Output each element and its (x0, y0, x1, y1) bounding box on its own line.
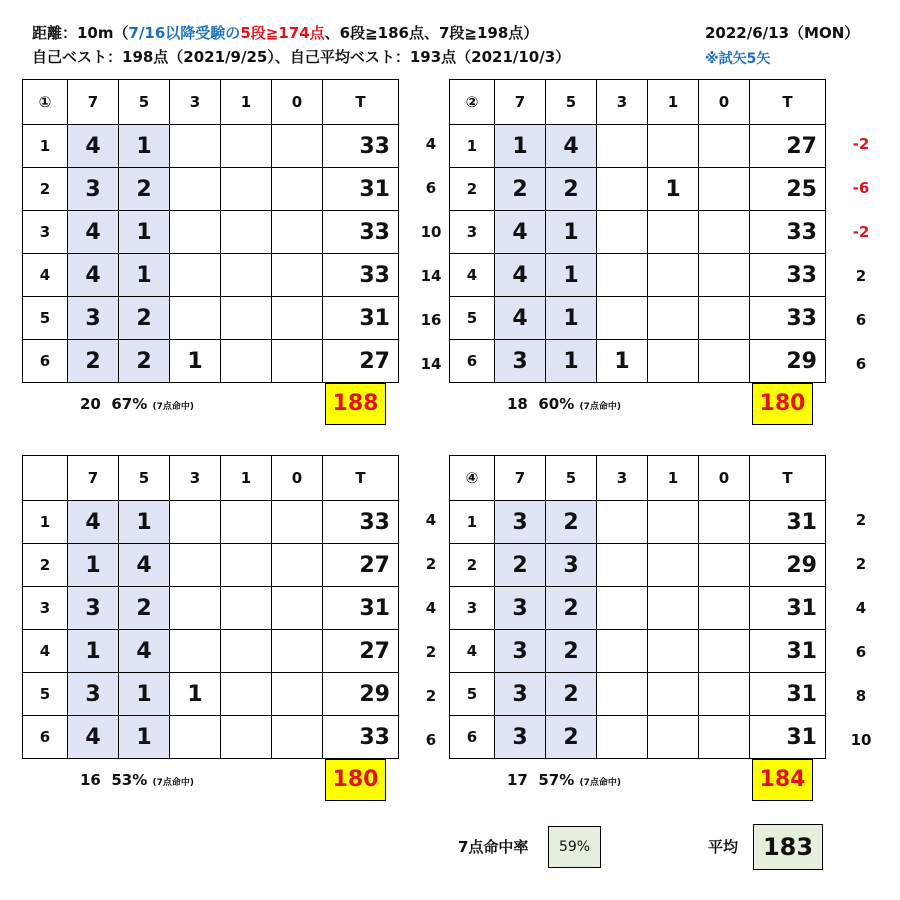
score-cell: 2 (546, 587, 597, 630)
end-total: 31 (750, 673, 826, 716)
column-header: 3 (170, 80, 221, 125)
sheet-label: ① (23, 80, 68, 125)
difference-value: 2 (855, 555, 867, 573)
score-cell (597, 501, 648, 544)
end-number: 2 (450, 168, 495, 211)
average-label: 平均 (708, 838, 739, 856)
end-number: 1 (23, 125, 68, 168)
end-total: 33 (750, 254, 826, 297)
score-cell (699, 501, 750, 544)
end-total: 27 (323, 630, 399, 673)
score-cell: 2 (119, 297, 170, 340)
end-number: 5 (23, 673, 68, 716)
column-header: 7 (68, 80, 119, 125)
side-number: 6 (425, 731, 437, 749)
end-number: 4 (450, 630, 495, 673)
table-row (450, 630, 826, 673)
score-cell: 4 (68, 211, 119, 254)
table-row (450, 544, 826, 587)
end-number: 2 (450, 544, 495, 587)
sheet-label: ② (450, 80, 495, 125)
hit-stats (80, 771, 194, 789)
sheet-total: 184 (752, 759, 813, 801)
table-row (450, 673, 826, 716)
column-header: 5 (546, 80, 597, 125)
score-cell (648, 125, 699, 168)
sheet-header-row (23, 80, 399, 125)
end-total: 33 (750, 297, 826, 340)
hit-count: 16 (80, 771, 101, 789)
score-cell: 2 (119, 587, 170, 630)
score-cell (699, 673, 750, 716)
end-number: 3 (23, 587, 68, 630)
score-cell (221, 297, 272, 340)
score-cell: 1 (546, 340, 597, 383)
score-cell: 2 (119, 340, 170, 383)
score-cell (699, 125, 750, 168)
table-row (23, 254, 399, 297)
column-header: 5 (119, 456, 170, 501)
score-cell (221, 630, 272, 673)
end-total: 33 (323, 125, 399, 168)
score-cell: 1 (119, 673, 170, 716)
score-cell: 3 (546, 544, 597, 587)
end-total: 31 (750, 716, 826, 759)
end-total: 33 (323, 716, 399, 759)
score-cell (597, 587, 648, 630)
column-header: 0 (699, 80, 750, 125)
score-cell: 1 (597, 340, 648, 383)
score-cell (699, 254, 750, 297)
difference-value: 6 (855, 643, 867, 661)
end-number: 5 (450, 673, 495, 716)
end-total: 31 (323, 168, 399, 211)
score-cell (221, 340, 272, 383)
end-total: 31 (323, 587, 399, 630)
end-total: 33 (323, 254, 399, 297)
score-cell: 1 (119, 125, 170, 168)
condition-text: 7/16以降受験の (128, 24, 241, 42)
table-row (23, 544, 399, 587)
column-header: 3 (597, 80, 648, 125)
hit-stats (507, 395, 621, 413)
table-row (450, 587, 826, 630)
sheet-total: 180 (325, 759, 386, 801)
score-cell (648, 716, 699, 759)
end-number: 2 (23, 168, 68, 211)
side-number: 10 (420, 223, 442, 241)
sheet-header-row (450, 456, 826, 501)
end-total: 31 (750, 587, 826, 630)
end-total: 31 (750, 501, 826, 544)
table-row (23, 168, 399, 211)
score-cell: 1 (68, 544, 119, 587)
score-cell: 2 (546, 501, 597, 544)
score-cell: 4 (495, 297, 546, 340)
end-total: 33 (323, 211, 399, 254)
end-number: 6 (23, 340, 68, 383)
end-number: 1 (23, 501, 68, 544)
score-cell (699, 630, 750, 673)
table-row (450, 125, 826, 168)
side-number: 14 (420, 355, 442, 373)
score-cell (170, 297, 221, 340)
hit-rate-box: 59% (548, 826, 601, 868)
score-cell (221, 673, 272, 716)
average-box: 183 (753, 824, 823, 870)
end-total: 29 (323, 673, 399, 716)
end-number: 2 (23, 544, 68, 587)
score-cell: 1 (546, 297, 597, 340)
score-cell (170, 125, 221, 168)
score-cell (597, 673, 648, 716)
score-cell: 2 (546, 630, 597, 673)
score-cell (272, 587, 323, 630)
date-text: 2022/6/13（MON） (705, 24, 860, 42)
table-row (450, 254, 826, 297)
score-cell: 1 (170, 673, 221, 716)
difference-value: -6 (852, 179, 870, 197)
score-cell: 3 (68, 587, 119, 630)
difference-value: 2 (855, 511, 867, 529)
score-cell: 3 (495, 587, 546, 630)
score-cell (221, 501, 272, 544)
score-cell (272, 544, 323, 587)
distance-label: 距離：10m（ (32, 24, 129, 42)
end-number: 5 (23, 297, 68, 340)
hit-rate-suffix: (7点命中) (579, 778, 621, 788)
score-cell (648, 587, 699, 630)
header-line-2: 自己ベスト：198点（2021/9/25）、自己平均ベスト：193点（2021/10/3） (32, 48, 571, 66)
end-total: 25 (750, 168, 826, 211)
hit-rate-suffix: (7点命中) (152, 778, 194, 788)
table-row (23, 630, 399, 673)
sheet-label (23, 456, 68, 501)
hit-stats (80, 395, 194, 413)
score-cell (221, 211, 272, 254)
score-cell: 2 (546, 168, 597, 211)
trial-arrows-note: ※試矢5矢 (705, 51, 771, 67)
side-number: 2 (425, 643, 437, 661)
end-number: 4 (450, 254, 495, 297)
score-cell (272, 297, 323, 340)
end-total: 27 (750, 125, 826, 168)
score-cell: 1 (648, 168, 699, 211)
score-cell (699, 544, 750, 587)
end-total: 27 (323, 544, 399, 587)
end-number: 3 (23, 211, 68, 254)
side-number: 2 (425, 555, 437, 573)
score-cell (597, 716, 648, 759)
sheet-total: 180 (752, 383, 813, 425)
score-cell (648, 297, 699, 340)
column-header: T (750, 456, 826, 501)
difference-value: 10 (850, 731, 872, 749)
column-header: 3 (170, 456, 221, 501)
score-cell (170, 254, 221, 297)
score-sheet (22, 79, 399, 383)
difference-value: 6 (855, 311, 867, 329)
score-sheet (22, 455, 399, 759)
column-header: 5 (119, 80, 170, 125)
score-cell (597, 125, 648, 168)
score-cell: 1 (119, 211, 170, 254)
end-total: 31 (323, 297, 399, 340)
score-cell (699, 211, 750, 254)
difference-value: 2 (855, 267, 867, 285)
score-cell: 3 (68, 168, 119, 211)
end-number: 5 (450, 297, 495, 340)
score-cell: 4 (68, 125, 119, 168)
score-cell (699, 716, 750, 759)
score-cell: 4 (495, 254, 546, 297)
table-row (23, 297, 399, 340)
score-cell (170, 168, 221, 211)
score-cell: 4 (68, 716, 119, 759)
score-cell: 4 (68, 501, 119, 544)
score-cell (699, 297, 750, 340)
hit-rate-suffix: (7点命中) (579, 402, 621, 412)
difference-value: 8 (855, 687, 867, 705)
end-number: 1 (450, 125, 495, 168)
score-cell (648, 501, 699, 544)
end-number: 6 (23, 716, 68, 759)
score-cell (272, 630, 323, 673)
score-cell (272, 125, 323, 168)
column-header: T (750, 80, 826, 125)
table-row (23, 501, 399, 544)
table-row (23, 340, 399, 383)
column-header: 7 (68, 456, 119, 501)
score-cell (597, 254, 648, 297)
score-cell: 2 (546, 716, 597, 759)
dan5-threshold: 5段≧174点 (240, 24, 325, 42)
end-number: 3 (450, 587, 495, 630)
score-cell (648, 630, 699, 673)
end-number: 6 (450, 716, 495, 759)
score-cell (648, 340, 699, 383)
score-cell (170, 544, 221, 587)
score-cell: 1 (546, 254, 597, 297)
score-cell: 4 (68, 254, 119, 297)
score-cell (272, 716, 323, 759)
difference-value: 6 (855, 355, 867, 373)
score-cell (699, 168, 750, 211)
table-row (450, 501, 826, 544)
table-row (450, 211, 826, 254)
score-cell (272, 254, 323, 297)
table-row (23, 125, 399, 168)
score-cell: 3 (68, 673, 119, 716)
score-cell (597, 544, 648, 587)
score-cell (170, 587, 221, 630)
score-cell (699, 587, 750, 630)
hit-count: 20 (80, 395, 101, 413)
table-row (450, 297, 826, 340)
score-sheet (449, 455, 826, 759)
table-row (450, 716, 826, 759)
column-header: 0 (699, 456, 750, 501)
score-cell (272, 211, 323, 254)
score-cell: 1 (68, 630, 119, 673)
score-cell: 3 (495, 340, 546, 383)
score-cell (221, 168, 272, 211)
end-number: 3 (450, 211, 495, 254)
column-header: 3 (597, 456, 648, 501)
hit-rate-label: 7点命中率 (458, 838, 529, 856)
dan-thresholds-rest: 、6段≧186点、7段≧198点） (324, 24, 539, 42)
table-row (23, 211, 399, 254)
score-cell (272, 168, 323, 211)
column-header: 0 (272, 80, 323, 125)
score-cell: 2 (68, 340, 119, 383)
end-number: 4 (23, 630, 68, 673)
column-header: 1 (648, 80, 699, 125)
score-sheet (449, 79, 826, 383)
score-cell: 4 (119, 630, 170, 673)
end-total: 33 (323, 501, 399, 544)
hit-rate: 67% (111, 395, 148, 413)
score-cell (699, 340, 750, 383)
score-cell (221, 125, 272, 168)
column-header: 1 (221, 456, 272, 501)
column-header: 7 (495, 80, 546, 125)
score-cell: 2 (495, 168, 546, 211)
score-cell (221, 587, 272, 630)
column-header: T (323, 456, 399, 501)
score-cell: 4 (119, 544, 170, 587)
score-cell: 1 (546, 211, 597, 254)
column-header: 7 (495, 456, 546, 501)
side-number: 16 (420, 311, 442, 329)
sheet-total: 188 (325, 383, 386, 425)
score-cell: 2 (495, 544, 546, 587)
end-total: 33 (750, 211, 826, 254)
score-cell: 4 (546, 125, 597, 168)
column-header: 0 (272, 456, 323, 501)
score-cell (170, 211, 221, 254)
table-row (450, 168, 826, 211)
difference-value: -2 (852, 135, 870, 153)
hit-rate: 53% (111, 771, 148, 789)
side-number: 4 (425, 135, 437, 153)
sheet-header-row (450, 80, 826, 125)
side-number: 2 (425, 687, 437, 705)
column-header: 1 (221, 80, 272, 125)
score-cell (597, 297, 648, 340)
table-row (23, 673, 399, 716)
column-header: 5 (546, 456, 597, 501)
score-cell (170, 501, 221, 544)
end-number: 6 (450, 340, 495, 383)
score-cell (597, 630, 648, 673)
hit-stats (507, 771, 621, 789)
score-cell: 1 (495, 125, 546, 168)
hit-rate: 57% (538, 771, 575, 789)
score-cell (272, 501, 323, 544)
end-total: 31 (750, 630, 826, 673)
hit-rate-suffix: (7点命中) (152, 402, 194, 412)
sheet-header-row (23, 456, 399, 501)
end-total: 29 (750, 340, 826, 383)
score-cell (221, 254, 272, 297)
end-number: 1 (450, 501, 495, 544)
end-total: 27 (323, 340, 399, 383)
score-cell (597, 168, 648, 211)
score-cell (272, 673, 323, 716)
hit-rate: 60% (538, 395, 575, 413)
side-number: 4 (425, 511, 437, 529)
score-cell: 2 (119, 168, 170, 211)
score-cell (648, 254, 699, 297)
end-number: 4 (23, 254, 68, 297)
score-cell (648, 544, 699, 587)
score-cell (170, 716, 221, 759)
score-cell: 1 (119, 501, 170, 544)
score-cell (597, 211, 648, 254)
score-cell (648, 673, 699, 716)
side-number: 4 (425, 599, 437, 617)
header-line-1 (32, 22, 538, 43)
score-cell: 3 (68, 297, 119, 340)
score-cell: 3 (495, 673, 546, 716)
score-cell (648, 211, 699, 254)
column-header: T (323, 80, 399, 125)
table-row (23, 716, 399, 759)
side-number: 6 (425, 179, 437, 197)
score-cell: 2 (546, 673, 597, 716)
score-cell: 3 (495, 501, 546, 544)
score-cell: 3 (495, 716, 546, 759)
score-cell (221, 716, 272, 759)
hit-count: 17 (507, 771, 528, 789)
score-cell: 1 (170, 340, 221, 383)
score-cell (170, 630, 221, 673)
score-cell: 4 (495, 211, 546, 254)
table-row (450, 340, 826, 383)
score-cell: 1 (119, 716, 170, 759)
score-cell: 3 (495, 630, 546, 673)
side-number: 14 (420, 267, 442, 285)
score-cell: 1 (119, 254, 170, 297)
column-header: 1 (648, 456, 699, 501)
hit-count: 18 (507, 395, 528, 413)
difference-value: 4 (855, 599, 867, 617)
difference-value: -2 (852, 223, 870, 241)
score-cell (221, 544, 272, 587)
score-cell (272, 340, 323, 383)
end-total: 29 (750, 544, 826, 587)
sheet-label: ④ (450, 456, 495, 501)
table-row (23, 587, 399, 630)
